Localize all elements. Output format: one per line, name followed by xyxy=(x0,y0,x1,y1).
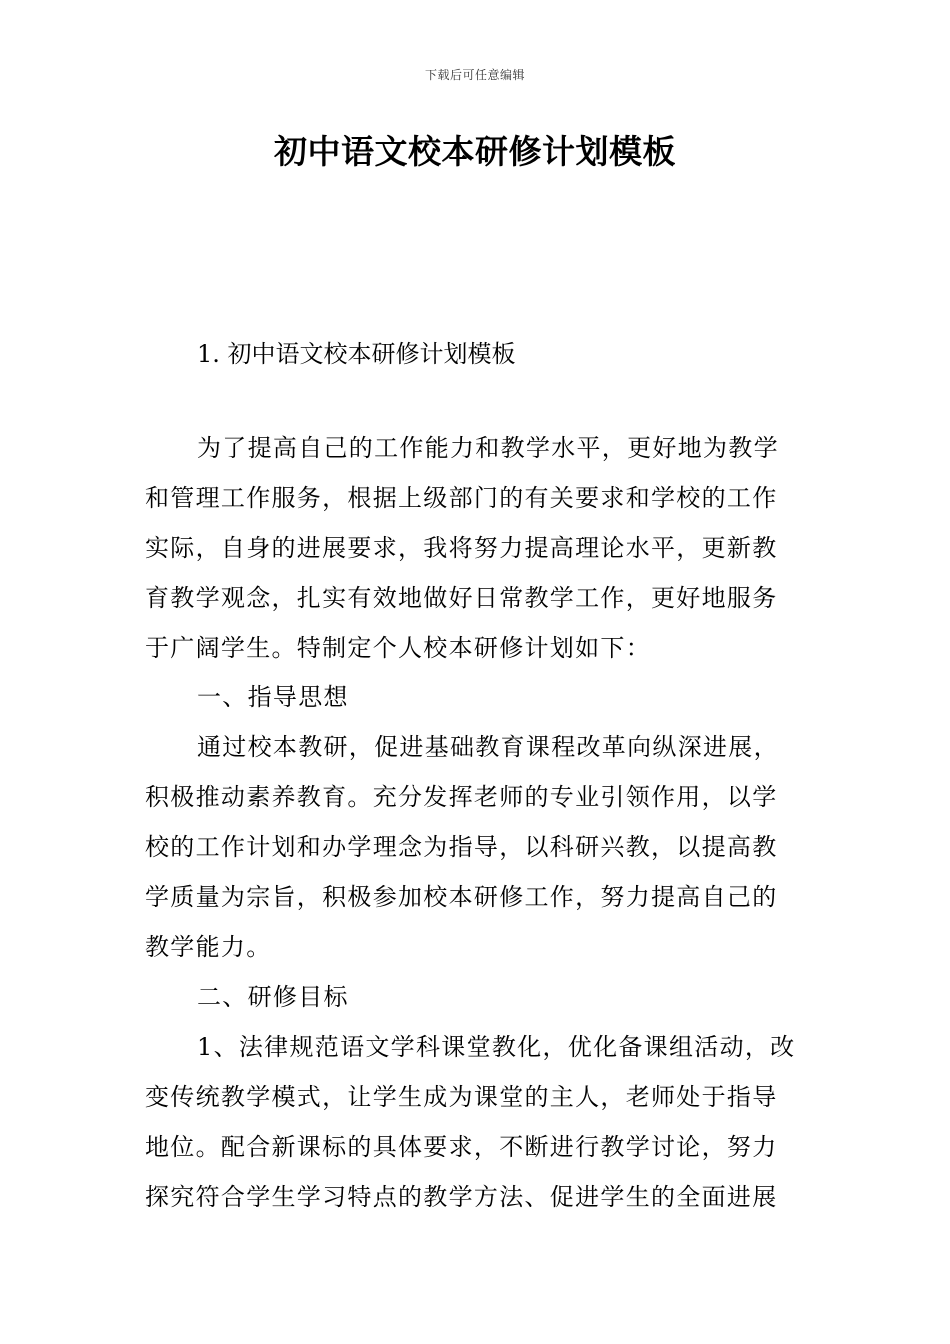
paragraph-line: 通过校本教研，促进基础教育课程改革向纵深进展， xyxy=(197,733,779,761)
paragraph-line: 和管理工作服务，根据上级部门的有关要求和学校的工作 xyxy=(145,484,778,512)
paragraph-line: 地位。配合新课标的具体要求，不断进行教学讨论，努力 xyxy=(145,1133,778,1161)
heading-research-goals: 二、研修目标 xyxy=(197,983,349,1011)
intro-block xyxy=(145,423,817,673)
paragraph-line: 学质量为宗旨，积极参加校本研修工作，努力提高自己的 xyxy=(145,883,778,911)
document-title: 初中语文校本研修计划模板 xyxy=(274,132,676,171)
paragraph-line: 变传统教学模式，让学生成为课堂的主人，老师处于指导 xyxy=(145,1083,778,1111)
main-block xyxy=(145,672,817,1222)
paragraph-line: 于广阔学生。特制定个人校本研修计划如下： xyxy=(145,634,651,662)
header-note: 下载后可任意编辑 xyxy=(424,68,525,82)
heading-guiding-thought: 一、指导思想 xyxy=(197,683,349,711)
section-heading: 1. 初中语文校本研修计划模板 xyxy=(197,340,516,368)
paragraph-line: 校的工作计划和办学理念为指导，以科研兴教，以提高教 xyxy=(145,833,778,861)
paragraph-line: 育教学观念，扎实有效地做好日常教学工作，更好地服务 xyxy=(145,584,778,612)
paragraph-line: 教学能力。 xyxy=(145,933,272,961)
paragraph-line: 积极推动素养教育。充分发挥老师的专业引领作用，以学 xyxy=(145,783,778,811)
paragraph-line: 实际，自身的进展要求，我将努力提高理论水平，更新教 xyxy=(145,534,778,562)
paragraph-line: 1、法律规范语文学科课堂教化，优化备课组活动，改 xyxy=(197,1033,796,1061)
paragraph-line: 探究符合学生学习特点的教学方法、促进学生的全面进展 xyxy=(145,1183,778,1211)
paragraph-line: 为了提高自己的工作能力和教学水平，更好地为教学 xyxy=(197,434,779,462)
